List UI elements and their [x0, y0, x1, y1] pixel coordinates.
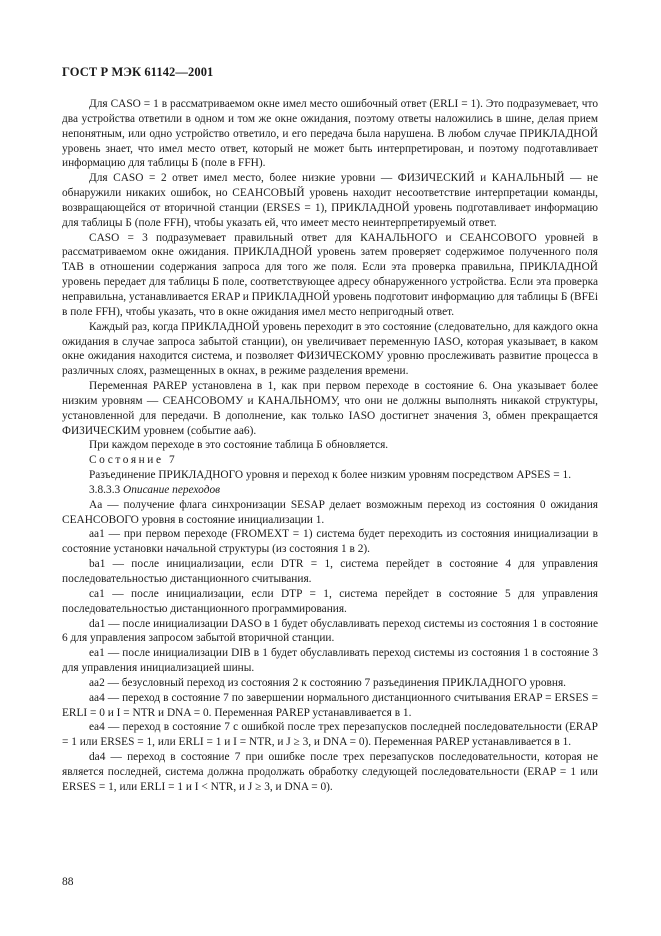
page-number: 88: [62, 876, 74, 888]
section-heading: [62, 483, 598, 498]
transition-item: aa4 — переход в состояние 7 по завершении нормального дистанционного считывания ERAP = ERSES = ERLI = 0 и I = NTR и DNA = 0. Переменная PAREP устанавливается в 1.: [62, 691, 598, 719]
document-header: ГОСТ Р МЭК 61142—2001: [62, 65, 214, 79]
paragraph: Для CASO = 2 ответ имел место, более низкие уровни — ФИЗИЧЕСКИЙ и КАНАЛЬНЫЙ — не обнаружили никаких ошибок, но СЕАНСОВЫЙ уровень находит несоответствие интерпретации команды, возвращающейся от вторичной станции (ERSES = 1), ПРИКЛАДНОЙ уровень подготавливает информацию для таблицы Б (поле FFH), чтобы указать ей, что имеет место неинтерпретируемый ответ.: [62, 172, 598, 229]
paragraph: При каждом переходе в это состояние таблица Б обновляется.: [89, 439, 389, 452]
transition-item: ea1 — после инициализации DIB в 1 будет обуславливать переход системы из состояния 1 в состояние 3 для управления инициализацией шины.: [62, 647, 598, 675]
transition-item: da1 — после инициализации DASO в 1 будет обуславливать переход системы из состояния 1 в состояние 6 для управления запросом забытой вторичной станции.: [62, 617, 598, 645]
transition-item: aa2 — безусловный переход из состояния 2 к состоянию 7 разъединения ПРИКЛАДНОГО уровня.: [89, 676, 567, 689]
paragraph: CASO = 3 подразумевает правильный ответ для КАНАЛЬНОГО и СЕАНСОВОГО уровней в рассматриваемом окне ожидания. ПРИКЛАДНОЙ уровень затем проверяет содержимое полученного поля TAB в отношении содержания запроса для того же поля. Если эта проверка правильна, ПРИКЛАДНОЙ уровень передает для таблицы Б поле, соответствующее адресу обнаруженного устройства. Если эта проверка неправильна, устанавливается ERAP и ПРИКЛАДНОЙ уровень подготовит информацию для таблицы Б (BFEi в поле FFH), чтобы указать, что в окне ожидания имел место непригодный ответ.: [62, 231, 598, 318]
transition-item: ba1 — после инициализации, если DTR = 1, система перейдет в состояние 4 для управления последовательностью дистанционного считывания.: [62, 558, 598, 585]
state-description: Разъединение ПРИКЛАДНОГО уровня и переход к более низким уровням посредством APSES = 1.: [89, 469, 572, 482]
paragraph: Для CASO = 1 в рассматриваемом окне имел место ошибочный ответ (ERLI = 1). Это подразумевает, что два устройства ответили в одном и том же окне ожидания, поэтому ответы наложились в шине, делая прием непонятным, или одно устройство ответило, и его передача была нарушена. В любом случае ПРИКЛАДНОЙ уровень знает, что имел место ответ, который не может быть интерпретирован, и поэтому подготавливает информацию для таблицы Б (поле в FFH).: [62, 98, 598, 170]
paragraph: Переменная PAREP установлена в 1, как при первом переходе в состояние 6. Она указывает более низким уровням — СЕАНСОВОМУ и КАНАЛЬНОМУ, что они не должны выполнять никакой структуры, установленной для передачи. В дополнение, как только IASO достигнет значения 3, обмен прекращается ФИЗИЧЕСКИМ уровнем (событие aa6).: [62, 380, 598, 437]
section-number: 3.8.3.3: [89, 483, 121, 496]
state-heading: Состояние 7: [89, 454, 178, 467]
transition-item: Aa — получение флага синхронизации SESAP делает возможным переход из состояния 0 ожидания СЕАНСОВОГО уровня в состояние инициализации 1.: [62, 498, 598, 526]
transition-item: ca1 — после инициализации, если DTP = 1, система перейдет в состояние 5 для управления последовательностью дистанционного программирования.: [62, 587, 598, 615]
paragraph: Каждый раз, когда ПРИКЛАДНОЙ уровень переходит в это состояние (следовательно, для каждого окна ожидания в случае запроса забытой станции), он увеличивает переменную IASO, которая указывает, в каком окне ожидания находится система, и позволяет ФИЗИЧЕСКОМУ уровню прослеживать развитие процесса в различных слоях, размещенных в окнах, в режиме разделения времени.: [62, 320, 598, 378]
transition-item: ea4 — переход в состояние 7 с ошибкой после трех перезапусков последней последовательности (ERAP = 1 или ERSES = 1, или ERLI = 1 и I = NTR, и J ≥ 3, и DNA = 0). Переменная PAREP устанавливается в 1.: [62, 721, 598, 749]
transition-item: da4 — переход в состояние 7 при ошибке после трех перезапусков последовательности, которая не является последней, система должна продолжать обработку следующей последовательности (ERAP = 1 или ERSES = 1, или ERLI = 1 и I < NTR, и J ≥ 3, и DNA = 0).: [62, 751, 598, 793]
document-body: [62, 97, 598, 795]
transition-item: aa1 — при первом переходе (FROMEXT = 1) система будет переходить из состояния инициализации в состояние установки начальной структуры (из состояния 1 в 2).: [62, 528, 598, 556]
section-title: Описание переходов: [123, 483, 221, 496]
